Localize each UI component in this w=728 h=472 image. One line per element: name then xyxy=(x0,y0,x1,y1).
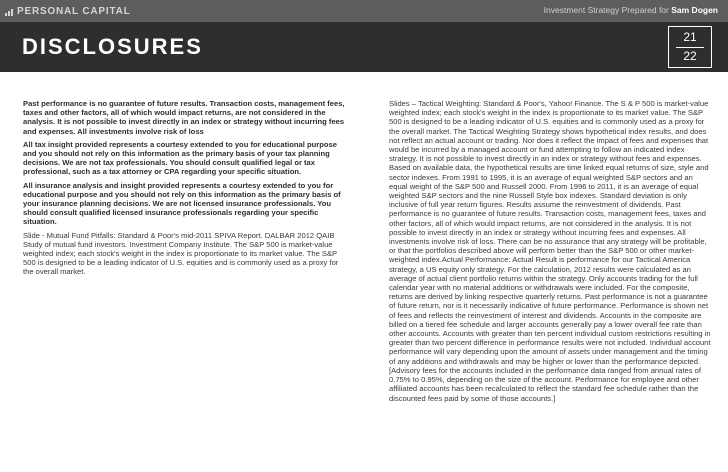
disclosure-paragraph: Slides – Tactical Weighting: Standard & Poor's, Yahoo! Finance. The S & P 500 is market-value weighted index; each stock's weight in the index is proportionate to its market value. The S&P 500 is designed to be a leading indicator of U.S. equities and is commonly used as a proxy for the overall market. The Tactical Weighting Strategy shows hypothetical index results, and does not reflect an actual account or trading. Nor does it reflect the impact of fees and expenses that would be incurred by a managed account or fund attempting to follow an indicated index strategy. It is not possible to invest directly in an index or strategy without fees and expenses. Based on available data, the hypothetical results are time linked equal returns of size, style and sector indexes. From 1991 to 1995, it is an average of equal weighted S&P sectors and an equal weight of the S&P 500 and Russell 2000. From 1996 to 2011, it is an average of equal weighted S&P sectors and the nine Russell Style box indexes. Standard deviation is only inclusive of full year return figures. Results assume the reinvestment of dividends. Past performance is no guarantee of future results. Transaction costs, management fees, taxes and other factors, all of which would impact returns, are not considered in the analysis. It is not possible to invest directly in an index or strategy without incurring fees and expenses. All investments involve risk of loss. There can be no assurance that any strategy will be profitable, or that the portfolios described above will perform better than the S&P 500 or other market-weighted index.Actual Performance: Actual Result is performance for our Tactical America strategy, a US equity only strategy. For the calculation, 2012 results were calculated as an average of actual client portfolio returns within the strategy. Only accounts trading for the full calendar year with no material additions or withdrawals were included. For the composite, returns are derived by linking respective quarterly returns. Past performance is not a guarantee of future return, nor is it necessarily indicative of future performance. Performance is shown net of fees and reflects the reinvestment of interest and dividends. Accounts in the composite are billed on a tiered fee schedule and larger accounts generally pay a lower overall fee rate than other accounts. Accounts with greater than ten percent individual custom restrictions resulting in greater than two percent difference in performance results were not included. Individual account performance will vary depending upon the amount of assets under management and the timing of any additions and withdrawals and may be higher or lower than the performance depicted. [Advisory fees for the accounts included in the performance data ranged from annual rates of 0.75% to 0.95%, depending on the size of the account. Performance for employee and other affiliated accounts has been recalculated to reflect the standard fee schedule rather than the discounted fees paid by some of those accounts.] xyxy=(389,99,711,403)
client-name: Sam Dogen xyxy=(671,5,718,15)
left-disclosure-column xyxy=(23,99,345,281)
logo-text: PERSONAL CAPITAL xyxy=(17,5,131,17)
prepared-for-label xyxy=(544,5,718,15)
title-bar xyxy=(0,22,728,72)
top-bar xyxy=(0,0,728,22)
current-page-number: 21 xyxy=(683,30,697,44)
prepared-label: Investment Strategy Prepared for xyxy=(543,5,669,15)
page-number-divider xyxy=(676,47,704,48)
disclosure-paragraph: Slide - Mutual Fund Pitfalls: Standard & Poor's mid-2011 SPIVA Report. DALBAR 2012 QAIB Study of mutual fund investors. Investment Company Institute. The S&P 500 is market-value weighted index; each stock's weight in the index is proportionate to its market value. The S&P 500 is designed to be a leading indicator of U.S. equities and is commonly used as a proxy for the overall market. xyxy=(23,230,339,277)
disclosure-paragraph: All insurance analysis and insight provided represents a courtesy extended to you for educational purpose and you should not rely on this information as the primary basis of your insurance planning decisions. We are not licensed insurance professionals. You should consult qualified licensed insurance professionals regarding your specific situation. xyxy=(23,180,341,227)
right-disclosure-column xyxy=(389,99,713,407)
disclosure-paragraph: All tax insight provided represents a courtesy extended to you for educational purpose and you should not rely on this information as the primary basis of your tax planning decisions. We are not tax professionals. You should consult qualified legal or tax professional, such as a tax attorney or CPA regarding your specific situation. xyxy=(23,139,337,177)
page-number-box xyxy=(668,26,712,68)
bar-chart-icon xyxy=(5,7,13,16)
page-title: DISCLOSURES xyxy=(22,34,203,59)
total-page-number: 22 xyxy=(683,49,697,63)
disclosure-paragraph: Past performance is no guarantee of future results. Transaction costs, management fees, taxes and other factors, all of which would impact returns, are not considered in the analysis. It is not possible to invest directly in an index or strategy without incurring fees and expenses. All investments involve risk of loss xyxy=(23,99,345,136)
brand-logo xyxy=(5,4,131,18)
